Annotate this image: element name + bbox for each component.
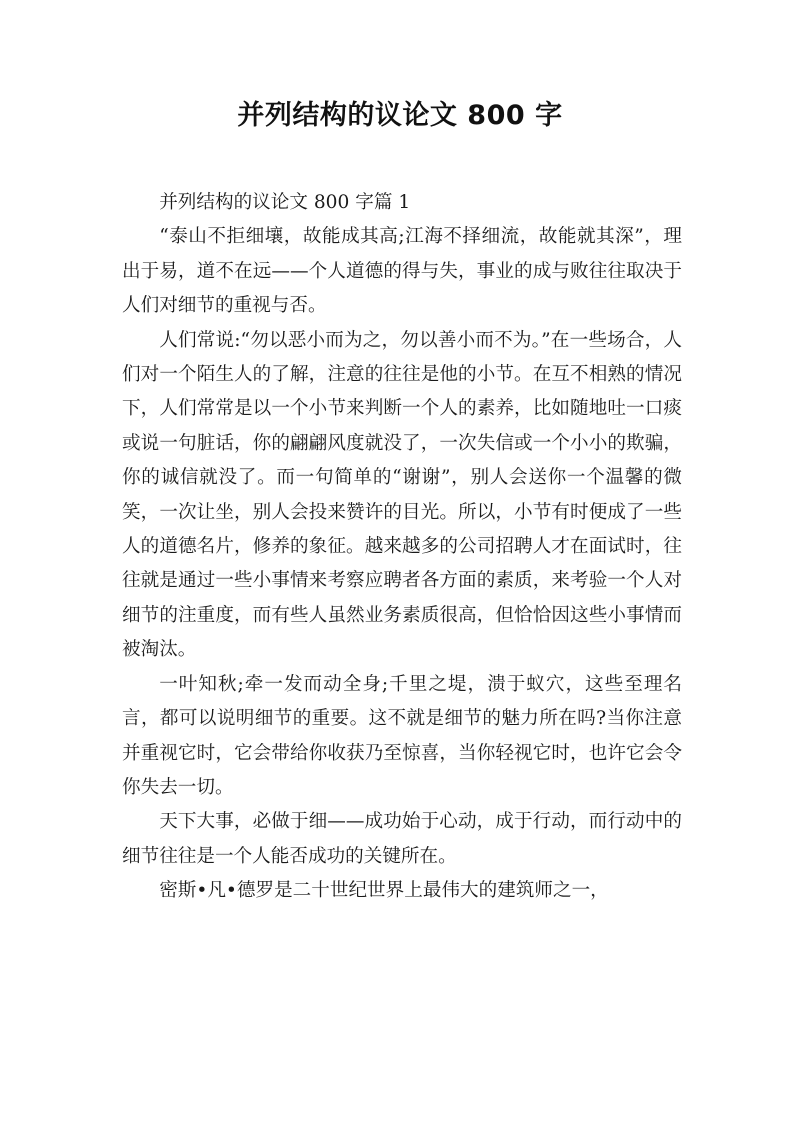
- section-heading: 并列结构的议论文 800 字篇 1: [159, 192, 411, 213]
- paragraph-3: 一叶知秋;牵一发而动全身;千里之堤，溃于蚁穴，这些至理名言，都可以说明细节的重要。这不就是细节的魅力所在吗?当你注意并重视它时，它会带给你收获乃至惊喜，当你轻视它时，也许它会令你失去一切。: [122, 673, 682, 798]
- paragraph-2: 人们常说:“勿以恶小而为之，勿以善小而不为。”在一些场合，人们对一个陌生人的了解，注意的往往是他的小节。在互不相熟的情况下，人们常常是以一个小节来判断一个人的素养，比如随地吐一口痰或说一句脏话，你的翩翩风度就没了，一次失信或一个小小的欺骗，你的诚信就没了。而一句简单的“谢谢”，别人会送你一个温馨的微笑，一次让坐，别人会投来赞许的目光。所以，小节有时便成了一些人的道德名片，修养的象征。越来越多的公司招聘人才在面试时，往往就是通过一些小事情来考察应聘者各方面的素质，来考验一个人对细节的注重度，而有些人虽然业务素质很高，但恰恰因这些小事情而被淘汰。: [122, 329, 682, 661]
- paragraph-5: 密斯•凡•德罗是二十世纪世界上最伟大的建筑师之一，: [159, 880, 609, 902]
- paragraph-4: 天下大事，必做于细——成功始于心动，成于行动，而行动中的细节往往是一个人能否成功的关键所在。: [122, 811, 682, 867]
- page-title: 并列结构的议论文 800 字: [237, 100, 563, 131]
- article-body: [122, 186, 682, 909]
- paragraph-1: “泰山不拒细壤，故能成其高;江海不择细流，故能就其深”，理出于易，道不在远——个人道德的得与失，事业的成与败往往取决于人们对细节的重视与否。: [122, 226, 682, 317]
